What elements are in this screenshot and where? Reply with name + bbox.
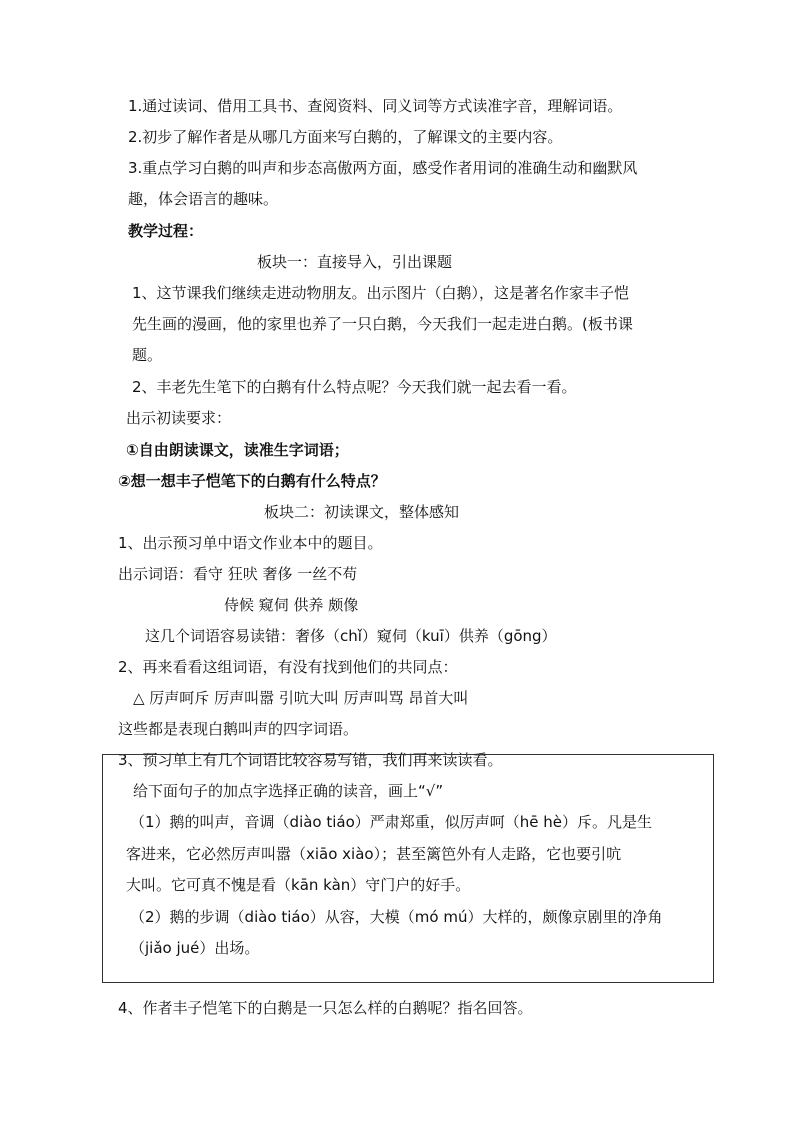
objective-2: 2.初步了解作者是从哪几方面来写白鹅的，了解课文的主要内容。 <box>128 128 563 146</box>
objective-3-cont: 趣，体会语言的趣味。 <box>128 190 279 208</box>
block2-line-8: 3、预习单上有几个词语比较容易写错，我们再来读读看。 <box>118 751 503 769</box>
exercise-line-3: 大叫。它可真不愧是看（kān kàn）守门户的好手。 <box>126 876 471 894</box>
reading-requirement-1: ①自由朗读课文，读准生字词语； <box>126 441 349 459</box>
exercise-line-2: 客进来，它必然厉声叫嚣（xiāo xiào）；甚至篱笆外有人走路，它也要引吭 <box>126 845 622 863</box>
block2-title: 板块二：初读课文，整体感知 <box>264 503 460 521</box>
block1-line-1: 1、这节课我们继续走进动物朋友。出示图片（白鹅），这是著名作家丰子恺 <box>132 284 630 302</box>
block1-title: 板块一：直接导入，引出课题 <box>257 253 453 271</box>
block2-line-7: 这些都是表现白鹅叫声的四字词语。 <box>118 720 359 738</box>
reading-requirement-2: ②想一想丰子恺笔下的白鹅有什么特点？ <box>118 472 386 490</box>
block1-line-3: 题。 <box>132 346 163 364</box>
pronunciation-note: 这几个词语容易读错：奢侈（chǐ）窥伺（kuī）供养（gōng） <box>145 627 557 645</box>
vocab-line-2: 侍候 窥伺 供养 颇像 <box>224 596 359 614</box>
process-heading: 教学过程： <box>128 222 204 240</box>
block1-line-2: 先生画的漫画，他的家里也养了一只白鹅，今天我们一起走进白鹅。(板书课 <box>132 315 633 333</box>
block1-line-4: 2、丰老先生笔下的白鹅有什么特点呢？今天我们就一起去看一看。 <box>132 378 577 396</box>
exercise-line-1: （1）鹅的叫声，音调（diào tiáo）严肃郑重，似厉声呵（hē hè）斥。凡是生 <box>130 813 653 831</box>
exercise-line-5: （jiǎo jué）出场。 <box>130 939 260 957</box>
objective-3: 3.重点学习白鹅的叫声和步态高傲两方面，感受作者用词的准确生动和幽默风 <box>128 159 638 177</box>
block2-line-1: 1、出示预习单中语文作业本中的题目。 <box>118 534 383 552</box>
exercise-line-4: （2）鹅的步调（diào tiáo）从容，大模（mó mú）大样的，颇像京剧里的净角 <box>130 908 663 926</box>
exercise-instruction: 给下面句子的加点字选择正确的读音，画上“√” <box>133 782 444 800</box>
question-4: 4、作者丰子恺笔下的白鹅是一只怎么样的白鹅呢？指名回答。 <box>118 999 533 1017</box>
block1-line-5: 出示初读要求： <box>126 409 232 427</box>
vocab-line-1: 出示词语：看守 狂吠 奢侈 一丝不苟 <box>118 565 358 583</box>
block2-line-5: 2、再来看看这组词语，有没有找到他们的共同点： <box>118 658 458 676</box>
objective-1: 1.通过读词、借用工具书、查阅资料、同义词等方式读准字音，理解词语。 <box>128 97 623 115</box>
shout-words: △ 厉声呵斥 厉声叫嚣 引吭大叫 厉声叫骂 昂首大叫 <box>133 689 469 707</box>
